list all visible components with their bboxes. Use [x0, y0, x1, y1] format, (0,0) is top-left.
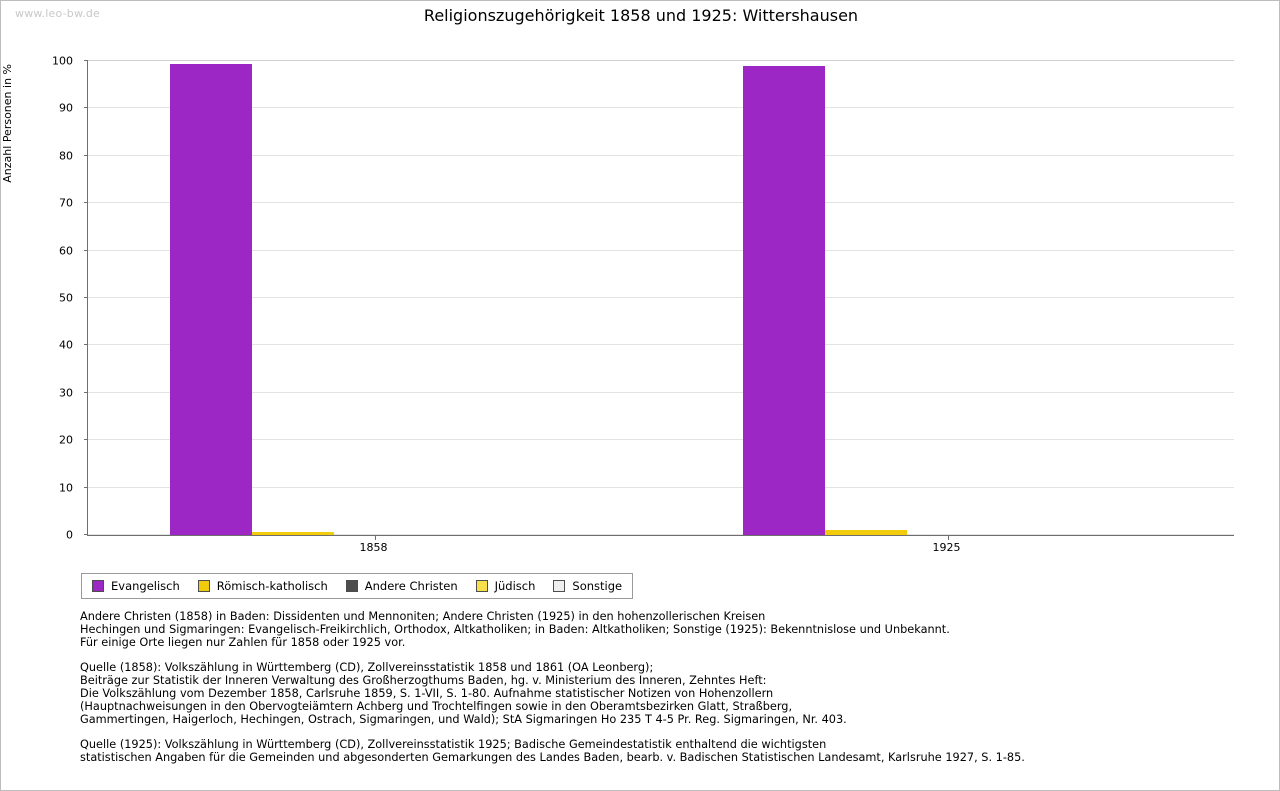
notes-line: Andere Christen (1858) in Baden: Dissidenten und Mennoniten; Andere Christen (1925) in den hohenzollerischen Kreisen — [80, 610, 766, 623]
y-axis-tick — [84, 487, 88, 488]
legend-swatch-icon — [476, 580, 488, 592]
y-axis-tick-label: 80 — [59, 149, 73, 163]
y-axis-tick-label: 60 — [59, 244, 73, 258]
legend-swatch-icon — [198, 580, 210, 592]
y-axis-tick-label: 50 — [59, 291, 73, 305]
bar-1858-evangelisch — [170, 64, 252, 535]
legend-label: Jüdisch — [494, 578, 536, 593]
chart-legend — [81, 573, 633, 599]
y-axis-tick — [84, 250, 88, 251]
legend-label: Sonstige — [572, 578, 623, 593]
gridline — [88, 107, 1234, 108]
x-axis-tick-label-1858: 1858 — [359, 541, 388, 554]
notes-block-definitions — [80, 610, 1260, 650]
y-axis-tick — [84, 155, 88, 156]
legend-swatch-icon — [92, 580, 104, 592]
notes-line: (Hauptnachweisungen in den Obervogteiämtern Achberg und Trochtelfingen sowie in den Oberamtsbezirken Glatt, Straßberg, — [80, 700, 793, 714]
gridline — [88, 250, 1234, 251]
x-axis-tick-label-1925: 1925 — [932, 541, 961, 554]
notes-block-source-1858 — [80, 661, 1260, 727]
legend-swatch-icon — [346, 580, 358, 592]
gridline — [88, 60, 1234, 61]
y-axis-tick-label: 30 — [59, 386, 73, 400]
y-axis-tick — [84, 344, 88, 345]
legend-item-evangelisch[interactable] — [92, 579, 180, 593]
y-axis-tick — [84, 107, 88, 108]
chart-title: Religionszugehörigkeit 1858 und 1925: Wittershausen — [423, 6, 859, 25]
chart-notes — [80, 610, 1260, 764]
legend-label: Römisch-katholisch — [216, 578, 328, 593]
notes-block-source-1925 — [80, 738, 1260, 764]
gridline — [88, 392, 1234, 393]
x-axis-tick-labels — [87, 537, 1233, 557]
legend-item-sonstige[interactable] — [553, 579, 622, 593]
y-axis-tick — [84, 534, 88, 535]
y-axis-tick-labels — [1, 54, 81, 542]
y-axis-tick — [84, 60, 88, 61]
bar-1858-r-misch-katholisch — [252, 532, 334, 535]
notes-line: Quelle (1925): Volkszählung in Württemberg (CD), Zollvereinsstatistik 1925; Badische Gemeindestatistik enthaltend die wichtigsten — [80, 737, 827, 751]
notes-line: Quelle (1858): Volkszählung in Württemberg (CD), Zollvereinsstatistik 1858 und 1861 (OA Leonberg); — [80, 660, 654, 674]
y-axis-tick — [84, 392, 88, 393]
y-axis-label: Anzahl Personen in % — [1, 64, 14, 183]
legend-item-j-disch[interactable] — [476, 579, 536, 593]
gridline — [88, 344, 1234, 345]
notes-line: Hechingen und Sigmaringen: Evangelisch-Freikirchlich, Orthodox, Altkatholiken; in Baden: Altkatholiken; Sonstige (1925): Bekenntnislose und Unbekannt. — [80, 623, 950, 637]
gridline — [88, 487, 1234, 488]
notes-line: statistischen Angaben für die Gemeinden und abgesonderten Gemarkungen des Landes Baden, bearb. v. Badischen Statistischen Landesamt, Karlsruhe 1927, S. 1-85. — [80, 750, 1025, 764]
gridline — [88, 439, 1234, 440]
y-axis-tick — [84, 439, 88, 440]
y-axis-tick-label: 40 — [59, 338, 73, 352]
y-axis-tick-label: 70 — [59, 196, 73, 210]
y-axis-tick — [84, 202, 88, 203]
legend-label: Andere Christen — [364, 578, 458, 593]
gridline — [88, 297, 1234, 298]
y-axis-tick-label: 100 — [52, 54, 73, 68]
y-axis-tick-label: 20 — [59, 433, 73, 447]
bar-1925-r-misch-katholisch — [825, 530, 907, 535]
legend-label: Evangelisch — [111, 578, 180, 593]
notes-line: Gammertingen, Haigerloch, Hechingen, Ostrach, Sigmaringen, und Wald); StA Sigmaringen Ho 235 T 4-5 Pr. Reg. Sigmaringen, Nr. 403. — [80, 713, 847, 727]
plot-area — [87, 61, 1234, 536]
gridline — [88, 202, 1234, 203]
y-axis-tick — [84, 297, 88, 298]
watermark-label: www.leo-bw.de — [15, 7, 101, 20]
gridline — [88, 155, 1234, 156]
legend-item-r-misch-katholisch[interactable] — [198, 579, 328, 593]
notes-line: Für einige Orte liegen nur Zahlen für 1858 oder 1925 vor. — [80, 636, 406, 650]
legend-item-andere-christen[interactable] — [346, 579, 458, 593]
legend-swatch-icon — [553, 580, 565, 592]
notes-line: Die Volkszählung vom Dezember 1858, Carlsruhe 1859, S. 1-VII, S. 1-80. Aufnahme statistischer Notizen von Hohenzollern — [80, 687, 774, 701]
y-axis-tick-label: 0 — [66, 528, 73, 542]
bar-1925-evangelisch — [743, 66, 825, 535]
y-axis-tick-label: 90 — [59, 101, 73, 115]
notes-line: Beiträge zur Statistik der Inneren Verwaltung des Großherzogthums Baden, hg. v. Ministerium des Inneren, Zehntes Heft: — [80, 673, 767, 687]
y-axis-tick-label: 10 — [59, 481, 73, 495]
